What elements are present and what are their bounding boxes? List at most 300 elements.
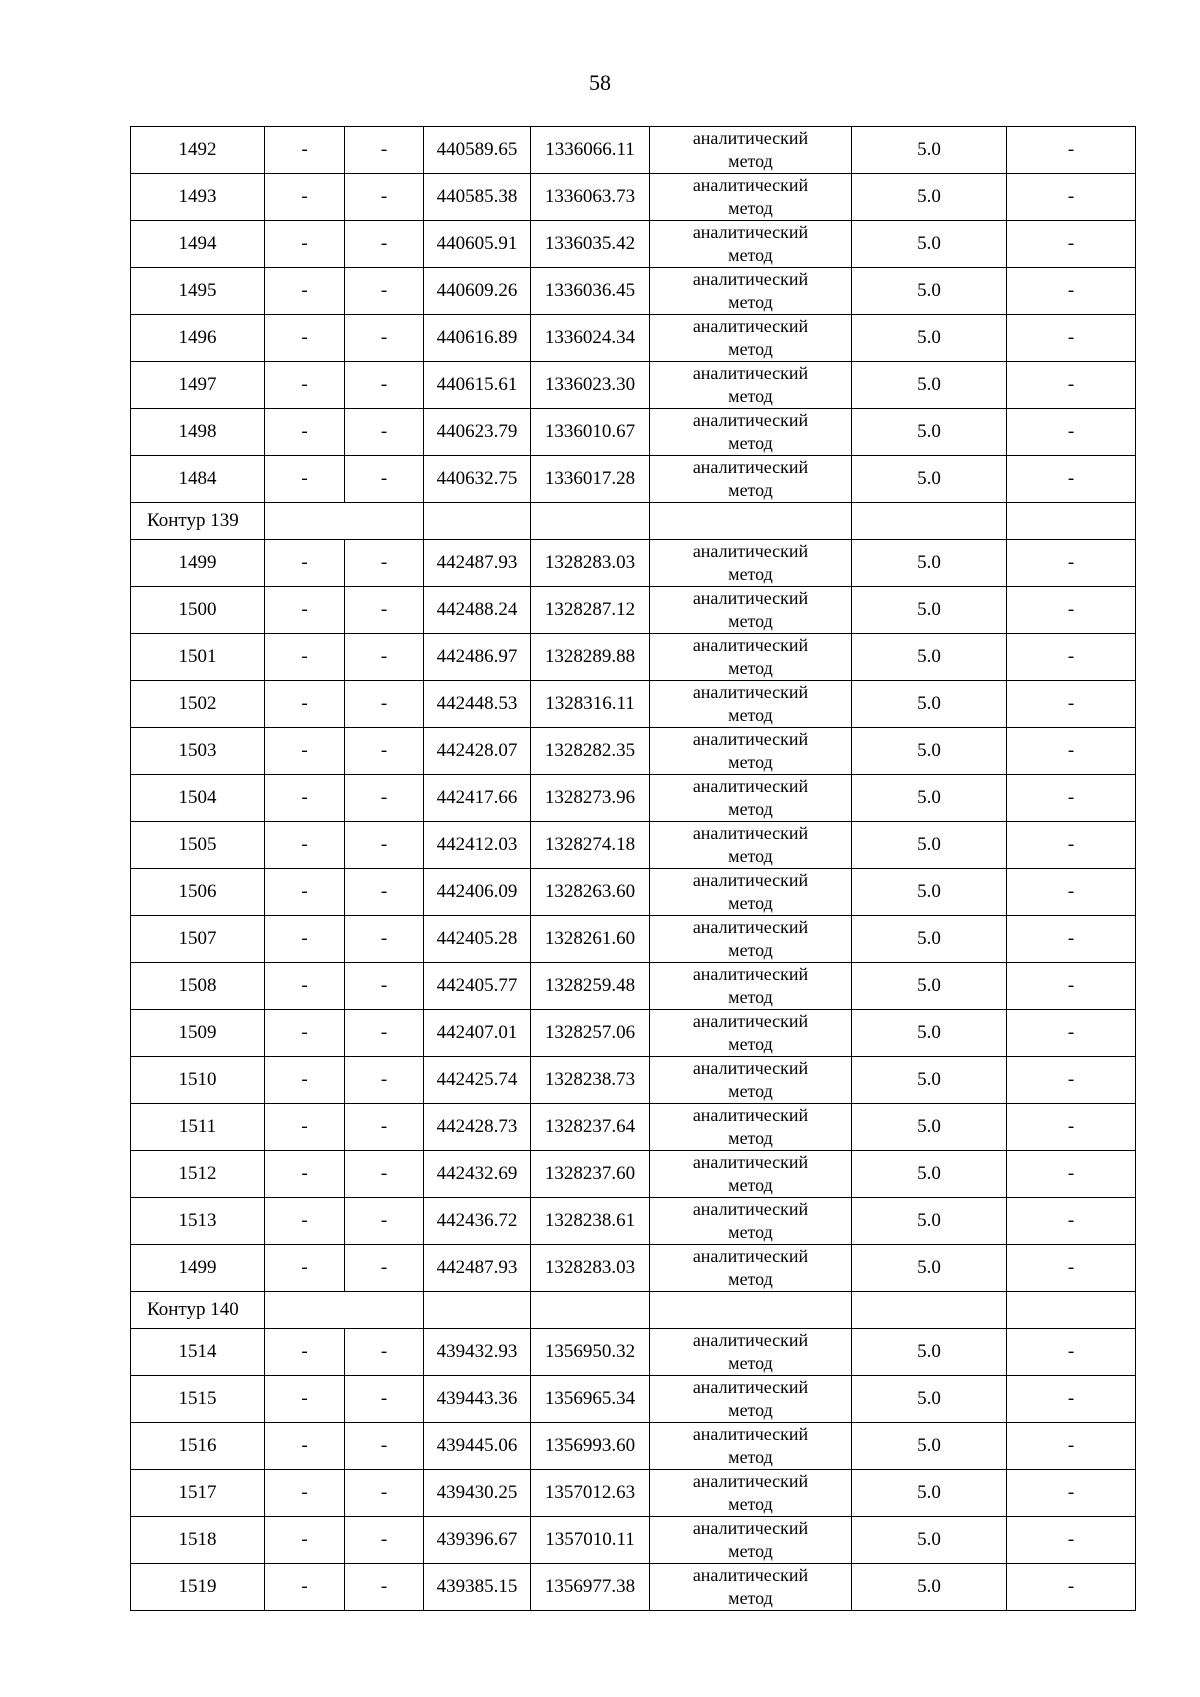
- method-cell: [650, 1151, 852, 1198]
- dash-cell: -: [265, 221, 345, 268]
- point-number-cell: 1494: [131, 221, 265, 268]
- dash-cell: -: [345, 1517, 424, 1564]
- dash-cell: -: [345, 634, 424, 681]
- point-number-cell: 1497: [131, 362, 265, 409]
- table-row: [131, 916, 1136, 963]
- table-row: [131, 1376, 1136, 1423]
- dash-cell: -: [1007, 728, 1136, 775]
- dash-cell: -: [345, 1329, 424, 1376]
- method-text-line1: аналитический: [692, 175, 809, 195]
- dash-cell: -: [265, 1104, 345, 1151]
- y-coordinate-cell: 1328261.60: [531, 916, 650, 963]
- dash-cell: -: [1007, 869, 1136, 916]
- accuracy-cell: 5.0: [852, 681, 1007, 728]
- dash-cell: -: [345, 1376, 424, 1423]
- method-text-line1: аналитический: [692, 1058, 809, 1078]
- method-cell: [650, 315, 852, 362]
- dash-cell: -: [265, 268, 345, 315]
- method-text-line2: метод: [728, 1588, 773, 1608]
- accuracy-cell: 5.0: [852, 1423, 1007, 1470]
- dash-cell: -: [345, 362, 424, 409]
- contour-header-row: [131, 1292, 1136, 1329]
- method-text-line1: аналитический: [692, 269, 809, 289]
- table-row: [131, 681, 1136, 728]
- dash-cell: -: [265, 362, 345, 409]
- accuracy-cell: 5.0: [852, 587, 1007, 634]
- accuracy-cell: 5.0: [852, 409, 1007, 456]
- table-row: [131, 1564, 1136, 1611]
- dash-cell: -: [345, 587, 424, 634]
- dash-cell: -: [265, 1151, 345, 1198]
- table-row: [131, 268, 1136, 315]
- accuracy-cell: 5.0: [852, 268, 1007, 315]
- method-cell: [650, 1245, 852, 1292]
- method-cell: [650, 1376, 852, 1423]
- dash-cell: -: [345, 540, 424, 587]
- dash-cell: -: [265, 681, 345, 728]
- dash-cell: -: [1007, 916, 1136, 963]
- method-text-line2: метод: [728, 1175, 773, 1195]
- y-coordinate-cell: 1336010.67: [531, 409, 650, 456]
- method-text-line2: метод: [728, 658, 773, 678]
- point-number-cell: 1515: [131, 1376, 265, 1423]
- method-text-line2: метод: [728, 940, 773, 960]
- accuracy-cell: 5.0: [852, 1564, 1007, 1611]
- method-cell: [650, 268, 852, 315]
- method-text-line1: аналитический: [692, 1011, 809, 1031]
- point-number-cell: 1505: [131, 822, 265, 869]
- method-text-line2: метод: [728, 1494, 773, 1514]
- method-cell: [650, 728, 852, 775]
- point-number-cell: 1503: [131, 728, 265, 775]
- dash-cell: -: [265, 1010, 345, 1057]
- method-text-line2: метод: [728, 1269, 773, 1289]
- accuracy-cell: 5.0: [852, 1329, 1007, 1376]
- table-row: [131, 869, 1136, 916]
- point-number-cell: 1502: [131, 681, 265, 728]
- point-number-cell: 1492: [131, 127, 265, 174]
- method-cell: [650, 775, 852, 822]
- y-coordinate-cell: 1336063.73: [531, 174, 650, 221]
- empty-cell: [852, 1292, 1007, 1329]
- x-coordinate-cell: 442405.77: [424, 963, 531, 1010]
- y-coordinate-cell: 1328257.06: [531, 1010, 650, 1057]
- point-number-cell: 1496: [131, 315, 265, 362]
- dash-cell: -: [265, 1329, 345, 1376]
- table-row: [131, 775, 1136, 822]
- page-number: 58: [589, 70, 611, 95]
- dash-cell: -: [345, 409, 424, 456]
- dash-cell: -: [1007, 1057, 1136, 1104]
- x-coordinate-cell: 440632.75: [424, 456, 531, 503]
- dash-cell: -: [345, 174, 424, 221]
- coordinates-table: [130, 126, 1136, 1611]
- x-coordinate-cell: 439445.06: [424, 1423, 531, 1470]
- dash-cell: -: [1007, 221, 1136, 268]
- x-coordinate-cell: 442432.69: [424, 1151, 531, 1198]
- x-coordinate-cell: 439430.25: [424, 1470, 531, 1517]
- accuracy-cell: 5.0: [852, 221, 1007, 268]
- table-row: [131, 963, 1136, 1010]
- dash-cell: -: [1007, 1470, 1136, 1517]
- method-text-line1: аналитический: [692, 1105, 809, 1125]
- method-text-line1: аналитический: [692, 635, 809, 655]
- method-text-line2: метод: [728, 611, 773, 631]
- dash-cell: -: [345, 315, 424, 362]
- table-row: [131, 587, 1136, 634]
- method-text-line1: аналитический: [692, 1152, 809, 1172]
- dash-cell: -: [265, 1517, 345, 1564]
- point-number-cell: 1500: [131, 587, 265, 634]
- method-cell: [650, 822, 852, 869]
- point-number-cell: 1514: [131, 1329, 265, 1376]
- y-coordinate-cell: 1328273.96: [531, 775, 650, 822]
- table-row: [131, 540, 1136, 587]
- point-number-cell: 1516: [131, 1423, 265, 1470]
- dash-cell: -: [265, 775, 345, 822]
- method-cell: [650, 634, 852, 681]
- point-number-cell: 1513: [131, 1198, 265, 1245]
- dash-cell: -: [345, 775, 424, 822]
- x-coordinate-cell: 442417.66: [424, 775, 531, 822]
- dash-cell: -: [265, 822, 345, 869]
- method-text-line2: метод: [728, 1447, 773, 1467]
- accuracy-cell: 5.0: [852, 127, 1007, 174]
- accuracy-cell: 5.0: [852, 1057, 1007, 1104]
- dash-cell: -: [1007, 540, 1136, 587]
- table-row: [131, 1245, 1136, 1292]
- point-number-cell: 1495: [131, 268, 265, 315]
- dash-cell: -: [345, 1010, 424, 1057]
- empty-cell: [852, 503, 1007, 540]
- x-coordinate-cell: 440605.91: [424, 221, 531, 268]
- dash-cell: -: [345, 268, 424, 315]
- dash-cell: -: [265, 174, 345, 221]
- empty-cell: [265, 503, 424, 540]
- dash-cell: -: [345, 127, 424, 174]
- dash-cell: -: [345, 1057, 424, 1104]
- method-text-line1: аналитический: [692, 588, 809, 608]
- empty-cell: [531, 1292, 650, 1329]
- method-cell: [650, 1198, 852, 1245]
- method-cell: [650, 456, 852, 503]
- method-text-line2: метод: [728, 893, 773, 913]
- point-number-cell: 1512: [131, 1151, 265, 1198]
- empty-cell: [650, 1292, 852, 1329]
- method-text-line2: метод: [728, 799, 773, 819]
- accuracy-cell: 5.0: [852, 456, 1007, 503]
- x-coordinate-cell: 442448.53: [424, 681, 531, 728]
- table-row: [131, 1104, 1136, 1151]
- dash-cell: -: [265, 1376, 345, 1423]
- dash-cell: -: [345, 1470, 424, 1517]
- accuracy-cell: 5.0: [852, 1245, 1007, 1292]
- dash-cell: -: [1007, 1151, 1136, 1198]
- dash-cell: -: [1007, 1329, 1136, 1376]
- x-coordinate-cell: 440589.65: [424, 127, 531, 174]
- point-number-cell: 1511: [131, 1104, 265, 1151]
- dash-cell: -: [345, 221, 424, 268]
- method-text-line1: аналитический: [692, 410, 809, 430]
- method-text-line2: метод: [728, 1400, 773, 1420]
- method-cell: [650, 1470, 852, 1517]
- x-coordinate-cell: 442488.24: [424, 587, 531, 634]
- method-text-line1: аналитический: [692, 1199, 809, 1219]
- method-text-line1: аналитический: [692, 1246, 809, 1266]
- x-coordinate-cell: 439396.67: [424, 1517, 531, 1564]
- point-number-cell: 1504: [131, 775, 265, 822]
- table-row: [131, 174, 1136, 221]
- y-coordinate-cell: 1336023.30: [531, 362, 650, 409]
- method-cell: [650, 221, 852, 268]
- dash-cell: -: [265, 315, 345, 362]
- method-text-line2: метод: [728, 1034, 773, 1054]
- method-text-line2: метод: [728, 1353, 773, 1373]
- point-number-cell: 1509: [131, 1010, 265, 1057]
- dash-cell: -: [265, 963, 345, 1010]
- dash-cell: -: [1007, 1245, 1136, 1292]
- y-coordinate-cell: 1328263.60: [531, 869, 650, 916]
- dash-cell: -: [345, 1423, 424, 1470]
- point-number-cell: 1499: [131, 540, 265, 587]
- method-text-line1: аналитический: [692, 823, 809, 843]
- method-text-line2: метод: [728, 151, 773, 171]
- method-cell: [650, 869, 852, 916]
- method-text-line2: метод: [728, 987, 773, 1007]
- method-cell: [650, 1564, 852, 1611]
- dash-cell: -: [1007, 822, 1136, 869]
- dash-cell: -: [345, 1104, 424, 1151]
- dash-cell: -: [1007, 963, 1136, 1010]
- x-coordinate-cell: 442487.93: [424, 540, 531, 587]
- method-text-line1: аналитический: [692, 222, 809, 242]
- point-number-cell: 1518: [131, 1517, 265, 1564]
- y-coordinate-cell: 1356965.34: [531, 1376, 650, 1423]
- x-coordinate-cell: 442412.03: [424, 822, 531, 869]
- x-coordinate-cell: 442428.73: [424, 1104, 531, 1151]
- accuracy-cell: 5.0: [852, 540, 1007, 587]
- method-text-line1: аналитический: [692, 316, 809, 336]
- method-text-line2: метод: [728, 433, 773, 453]
- x-coordinate-cell: 440615.61: [424, 362, 531, 409]
- contour-label: Контур 139: [131, 503, 265, 540]
- dash-cell: -: [345, 681, 424, 728]
- dash-cell: -: [265, 1245, 345, 1292]
- accuracy-cell: 5.0: [852, 362, 1007, 409]
- empty-cell: [424, 503, 531, 540]
- empty-cell: [1007, 1292, 1136, 1329]
- method-cell: [650, 1057, 852, 1104]
- dash-cell: -: [345, 1151, 424, 1198]
- dash-cell: -: [1007, 1376, 1136, 1423]
- method-text-line1: аналитический: [692, 1518, 809, 1538]
- method-text-line2: метод: [728, 1081, 773, 1101]
- dash-cell: -: [265, 1057, 345, 1104]
- method-text-line1: аналитический: [692, 917, 809, 937]
- x-coordinate-cell: 442425.74: [424, 1057, 531, 1104]
- x-coordinate-cell: 442487.93: [424, 1245, 531, 1292]
- contour-label: Контур 140: [131, 1292, 265, 1329]
- x-coordinate-cell: 440585.38: [424, 174, 531, 221]
- dash-cell: -: [265, 540, 345, 587]
- table-row: [131, 315, 1136, 362]
- method-text-line1: аналитический: [692, 682, 809, 702]
- dash-cell: -: [1007, 268, 1136, 315]
- dash-cell: -: [1007, 174, 1136, 221]
- method-text-line1: аналитический: [692, 870, 809, 890]
- y-coordinate-cell: 1336036.45: [531, 268, 650, 315]
- accuracy-cell: 5.0: [852, 963, 1007, 1010]
- x-coordinate-cell: 442428.07: [424, 728, 531, 775]
- dash-cell: -: [265, 127, 345, 174]
- dash-cell: -: [1007, 587, 1136, 634]
- x-coordinate-cell: 439432.93: [424, 1329, 531, 1376]
- dash-cell: -: [1007, 1564, 1136, 1611]
- dash-cell: -: [345, 916, 424, 963]
- y-coordinate-cell: 1336066.11: [531, 127, 650, 174]
- dash-cell: -: [345, 1198, 424, 1245]
- dash-cell: -: [265, 728, 345, 775]
- method-text-line2: метод: [728, 480, 773, 500]
- y-coordinate-cell: 1328238.73: [531, 1057, 650, 1104]
- y-coordinate-cell: 1328237.64: [531, 1104, 650, 1151]
- y-coordinate-cell: 1328274.18: [531, 822, 650, 869]
- method-text-line2: метод: [728, 245, 773, 265]
- dash-cell: -: [265, 869, 345, 916]
- accuracy-cell: 5.0: [852, 728, 1007, 775]
- x-coordinate-cell: 442486.97: [424, 634, 531, 681]
- table-row: [131, 1423, 1136, 1470]
- table-row: [131, 409, 1136, 456]
- y-coordinate-cell: 1328289.88: [531, 634, 650, 681]
- table-row: [131, 1517, 1136, 1564]
- x-coordinate-cell: 442405.28: [424, 916, 531, 963]
- method-cell: [650, 916, 852, 963]
- table-row: [131, 1470, 1136, 1517]
- accuracy-cell: 5.0: [852, 775, 1007, 822]
- y-coordinate-cell: 1356950.32: [531, 1329, 650, 1376]
- method-cell: [650, 1010, 852, 1057]
- accuracy-cell: 5.0: [852, 822, 1007, 869]
- method-text-line1: аналитический: [692, 1424, 809, 1444]
- accuracy-cell: 5.0: [852, 1470, 1007, 1517]
- method-text-line1: аналитический: [692, 1471, 809, 1491]
- method-text-line1: аналитический: [692, 1377, 809, 1397]
- y-coordinate-cell: 1336017.28: [531, 456, 650, 503]
- dash-cell: -: [265, 634, 345, 681]
- method-cell: [650, 409, 852, 456]
- method-cell: [650, 174, 852, 221]
- y-coordinate-cell: 1328316.11: [531, 681, 650, 728]
- x-coordinate-cell: 439385.15: [424, 1564, 531, 1611]
- y-coordinate-cell: 1328283.03: [531, 1245, 650, 1292]
- method-text-line2: метод: [728, 1128, 773, 1148]
- empty-cell: [650, 503, 852, 540]
- method-text-line1: аналитический: [692, 776, 809, 796]
- accuracy-cell: 5.0: [852, 1198, 1007, 1245]
- method-text-line1: аналитический: [692, 363, 809, 383]
- accuracy-cell: 5.0: [852, 916, 1007, 963]
- dash-cell: -: [1007, 681, 1136, 728]
- dash-cell: -: [345, 822, 424, 869]
- empty-cell: [1007, 503, 1136, 540]
- point-number-cell: 1507: [131, 916, 265, 963]
- accuracy-cell: 5.0: [852, 1151, 1007, 1198]
- dash-cell: -: [265, 1564, 345, 1611]
- dash-cell: -: [265, 456, 345, 503]
- dash-cell: -: [265, 409, 345, 456]
- point-number-cell: 1501: [131, 634, 265, 681]
- y-coordinate-cell: 1328237.60: [531, 1151, 650, 1198]
- x-coordinate-cell: 442407.01: [424, 1010, 531, 1057]
- dash-cell: -: [1007, 1517, 1136, 1564]
- method-cell: [650, 540, 852, 587]
- table-row: [131, 1010, 1136, 1057]
- method-text-line1: аналитический: [692, 541, 809, 561]
- method-cell: [650, 1517, 852, 1564]
- method-cell: [650, 681, 852, 728]
- y-coordinate-cell: 1328283.03: [531, 540, 650, 587]
- dash-cell: -: [265, 1423, 345, 1470]
- table-row: [131, 127, 1136, 174]
- table-row: [131, 456, 1136, 503]
- method-text-line2: метод: [728, 1541, 773, 1561]
- method-cell: [650, 127, 852, 174]
- table-row: [131, 728, 1136, 775]
- accuracy-cell: 5.0: [852, 1376, 1007, 1423]
- table-row: [131, 1198, 1136, 1245]
- point-number-cell: 1517: [131, 1470, 265, 1517]
- method-cell: [650, 963, 852, 1010]
- method-text-line1: аналитический: [692, 1330, 809, 1350]
- method-cell: [650, 362, 852, 409]
- table-row: [131, 634, 1136, 681]
- accuracy-cell: 5.0: [852, 869, 1007, 916]
- method-cell: [650, 1104, 852, 1151]
- dash-cell: -: [1007, 409, 1136, 456]
- table-row: [131, 221, 1136, 268]
- y-coordinate-cell: 1328238.61: [531, 1198, 650, 1245]
- dash-cell: -: [1007, 1198, 1136, 1245]
- dash-cell: -: [345, 869, 424, 916]
- dash-cell: -: [345, 1564, 424, 1611]
- empty-cell: [531, 503, 650, 540]
- method-text-line2: метод: [728, 705, 773, 725]
- point-number-cell: 1484: [131, 456, 265, 503]
- method-text-line2: метод: [728, 292, 773, 312]
- x-coordinate-cell: 440616.89: [424, 315, 531, 362]
- method-text-line1: аналитический: [692, 128, 809, 148]
- empty-cell: [424, 1292, 531, 1329]
- accuracy-cell: 5.0: [852, 1104, 1007, 1151]
- y-coordinate-cell: 1356993.60: [531, 1423, 650, 1470]
- dash-cell: -: [1007, 1104, 1136, 1151]
- table-row: [131, 1151, 1136, 1198]
- dash-cell: -: [1007, 634, 1136, 681]
- method-text-line2: метод: [728, 752, 773, 772]
- method-text-line2: метод: [728, 386, 773, 406]
- dash-cell: -: [1007, 127, 1136, 174]
- dash-cell: -: [1007, 1010, 1136, 1057]
- x-coordinate-cell: 440609.26: [424, 268, 531, 315]
- method-cell: [650, 587, 852, 634]
- dash-cell: -: [265, 587, 345, 634]
- dash-cell: -: [1007, 362, 1136, 409]
- x-coordinate-cell: 440623.79: [424, 409, 531, 456]
- y-coordinate-cell: 1336035.42: [531, 221, 650, 268]
- x-coordinate-cell: 439443.36: [424, 1376, 531, 1423]
- dash-cell: -: [265, 1470, 345, 1517]
